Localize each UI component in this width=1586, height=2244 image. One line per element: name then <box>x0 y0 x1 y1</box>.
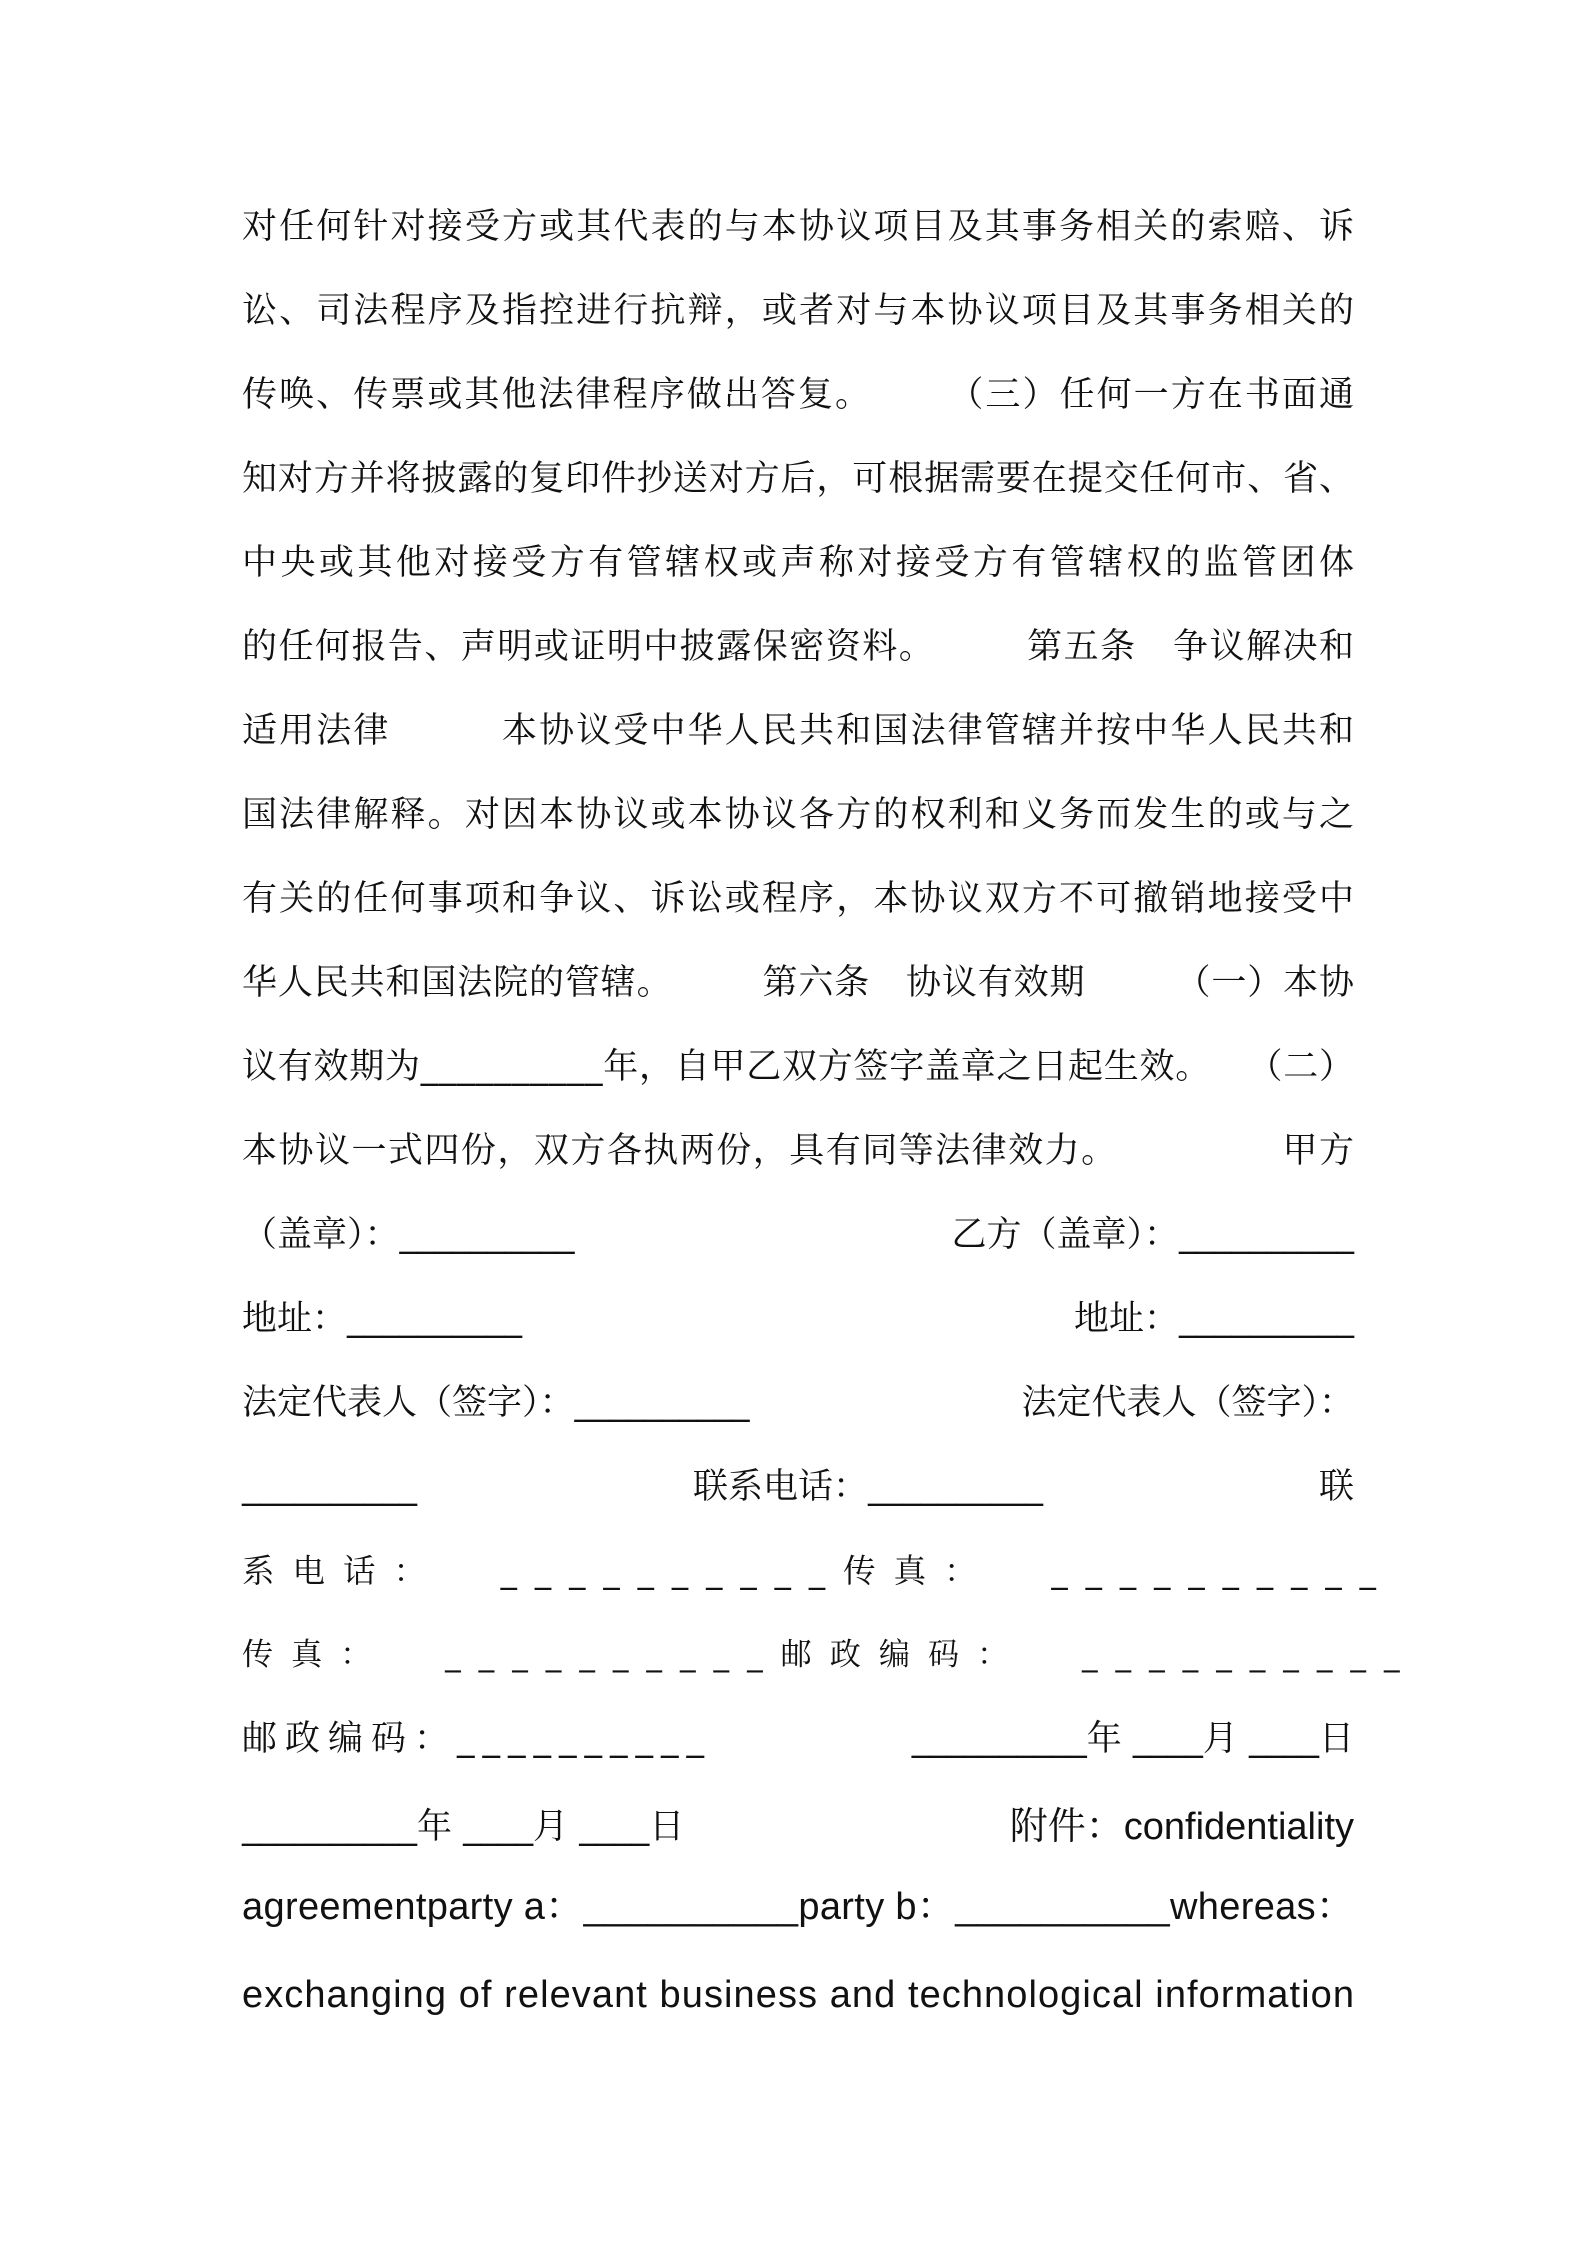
paragraph-line: 的任何报告、声明或证明中披露保密资料。 第五条 争议解决和 <box>242 627 1356 667</box>
signature-row-date-attachment <box>242 1795 1354 1859</box>
paragraph-line: 知对方并将披露的复印件抄送对方后，可根据需要在提交任何市、省、 <box>242 459 1355 499</box>
attachment-heading: 附件：confidentiality <box>1009 1806 1354 1848</box>
party-b-seal-field: 乙方（盖章）：__________ <box>951 1215 1354 1255</box>
party-b-representative-label: 法定代表人（签字）： <box>1021 1383 1354 1423</box>
paragraph-line: 适用法律 本协议受中华人民共和国法律管辖并按中华人民共和 <box>242 711 1357 751</box>
paragraph-line: 传唤、传票或其他法律程序做出答复。 （三）任何一方在书面通 <box>242 375 1357 415</box>
party-b-representative-blank: __________ <box>242 1467 417 1507</box>
party-b-postcode-field: 邮政编码：__________ <box>242 1719 713 1759</box>
party-a-address-field: 地址：__________ <box>242 1299 523 1339</box>
signature-row-phone <box>242 1455 1354 1519</box>
party-a-seal-field: （盖章）：__________ <box>242 1215 575 1255</box>
party-a-phone-field: 联系电话：__________ <box>692 1467 1043 1507</box>
signature-row-address <box>242 1287 1354 1351</box>
paragraph-line: 中央或其他对接受方有管辖权或声称对接受方有管辖权的监管团体 <box>242 543 1358 583</box>
paragraph-line: 有关的任何事项和争议、诉讼或程序，本协议双方不可撤销地接受中 <box>242 879 1357 919</box>
signature-row-phone-fax <box>242 1539 1394 1603</box>
paragraph-line: 议有效期为__________年，自甲乙双方签字盖章之日起生效。 （二） <box>242 1047 1355 1087</box>
party-a-postcode-field: 邮政编码： __________ <box>780 1637 1418 1673</box>
party-b-phone-field: 系电话： __________ <box>242 1552 844 1590</box>
paragraph-line: 华人民共和国法院的管辖。 第六条 协议有效期 （一）本协 <box>242 963 1355 1003</box>
paragraph-line: 国法律解释。对因本协议或本协议各方的权利和义务而发生的或与之 <box>242 795 1357 835</box>
english-line: exchanging of relevant business and technological information <box>242 1974 1356 2016</box>
paragraph-line: 对任何针对接受方或其代表的与本协议项目及其事务相关的索赔、诉 <box>242 207 1357 247</box>
party-b-address-field: 地址：__________ <box>1073 1299 1354 1339</box>
signature-row-fax-postcode <box>242 1623 1418 1687</box>
paragraph-line: 讼、司法程序及指控进行抗辩，或者对与本协议项目及其事务相关的 <box>242 291 1357 331</box>
signature-row-seal <box>242 1203 1354 1267</box>
party-b-phone-label-start: 联 <box>1318 1467 1354 1507</box>
party-a-representative-field: 法定代表人（签字）：__________ <box>242 1383 750 1423</box>
party-b-fax-field: 传真： __________ <box>242 1637 781 1673</box>
signature-row-representative <box>242 1371 1354 1435</box>
party-a-date-field: __________年 ____月 ____日 <box>911 1719 1354 1759</box>
party-a-fax-field: 传真： __________ <box>843 1552 1394 1590</box>
english-line: agreementparty a：__________party b：__________whereas： <box>242 1886 1355 1928</box>
signature-row-postcode-date <box>242 1707 1354 1771</box>
paragraph-line: 本协议一式四份，双方各执两份，具有同等法律效力。 甲方 <box>242 1131 1356 1171</box>
party-b-date-field: __________年 ____月 ____日 <box>242 1807 685 1847</box>
